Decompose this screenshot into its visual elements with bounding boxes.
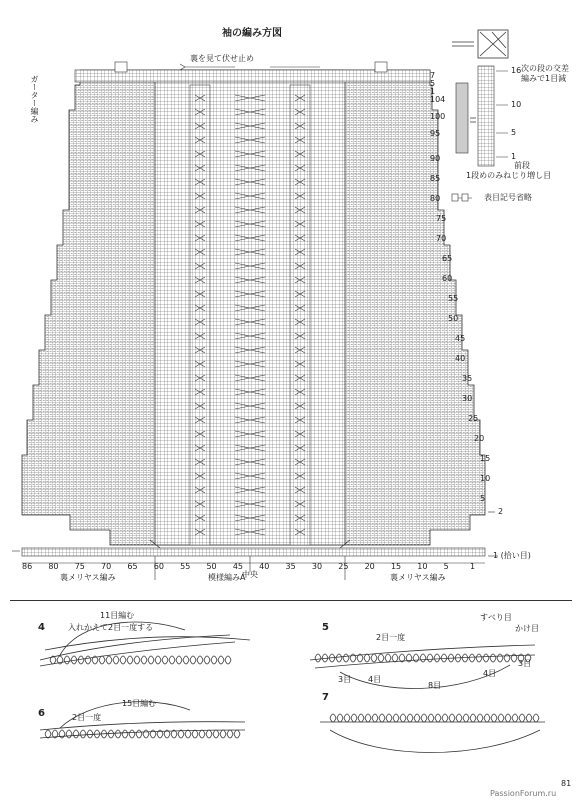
- stitch-loop: [64, 656, 70, 664]
- row-number: 1: [430, 87, 436, 96]
- left-marker: 2: [498, 507, 504, 516]
- step-5-label-3: 2目一度: [376, 633, 406, 642]
- row-number: 100: [430, 112, 446, 121]
- stitch-loop: [73, 730, 79, 738]
- stitch-loop: [449, 714, 455, 722]
- stitch-loop: [483, 654, 489, 662]
- stitch-loop: [211, 656, 217, 664]
- legend-m1-note: 1段めのみねじり増し目: [466, 171, 552, 180]
- stitch-loop: [85, 656, 91, 664]
- stitch-loop: [511, 654, 517, 662]
- legend-row-5: 5: [511, 128, 517, 137]
- stitch-number: 25: [338, 562, 349, 571]
- step-4-label-1: 11目編む: [100, 611, 135, 620]
- stitch-number: 1: [470, 562, 476, 571]
- stitch-loop: [477, 714, 483, 722]
- row-number: 50: [448, 314, 459, 323]
- stitch-number: 75: [74, 562, 85, 571]
- stitch-loop: [78, 656, 84, 664]
- stitch-loop: [519, 714, 525, 722]
- stitch-loop: [155, 656, 161, 664]
- divider: [10, 600, 572, 601]
- stitch-loop: [456, 714, 462, 722]
- stitch-loop: [178, 730, 184, 738]
- step-illustrations: [0, 610, 581, 790]
- watermark: PassionForum.ru: [490, 789, 557, 798]
- step-4-label-2: 入れかえて2目一度する: [68, 623, 154, 632]
- stitch-loop: [122, 730, 128, 738]
- top-notch-right: [375, 62, 387, 72]
- stitch-loop: [420, 654, 426, 662]
- stitch-loop: [59, 730, 65, 738]
- stitch-loop: [169, 656, 175, 664]
- stitch-loop: [45, 730, 51, 738]
- bind-off-label: 裏を見て伏せ止め: [190, 54, 254, 63]
- stitch-loop: [183, 656, 189, 664]
- stitch-loop: [143, 730, 149, 738]
- stitch-loop: [336, 654, 342, 662]
- top-notch-left: [115, 62, 127, 72]
- stitch-number: 20: [364, 562, 375, 571]
- legend-row-16: 16: [511, 66, 522, 75]
- stitch-loop: [213, 730, 219, 738]
- stitch-loop: [206, 730, 212, 738]
- stitch-loop: [106, 656, 112, 664]
- stitch-loop: [343, 654, 349, 662]
- stitch-loop: [148, 656, 154, 664]
- stitch-loop: [512, 714, 518, 722]
- step-5-label-7: 4目: [483, 669, 497, 678]
- stitch-loop: [162, 656, 168, 664]
- stitch-number: 35: [285, 562, 296, 571]
- pattern-a-panel: [155, 70, 345, 545]
- stitch-loop: [490, 654, 496, 662]
- center-label: 中央: [242, 570, 258, 579]
- section-left-label: 裏メリヤス編み: [60, 573, 116, 582]
- stitch-loop: [113, 656, 119, 664]
- row-number: 10: [480, 474, 491, 483]
- step-7-illustration: [320, 714, 545, 753]
- stitch-number: 55: [180, 562, 191, 571]
- stitch-loop: [192, 730, 198, 738]
- stitch-number: 40: [259, 562, 270, 571]
- row-number: 35: [462, 374, 473, 383]
- step-4-number: 4: [38, 622, 45, 633]
- stitch-loop: [225, 656, 231, 664]
- stitch-number: 45: [232, 562, 243, 571]
- stitch-loop: [127, 656, 133, 664]
- stitch-loop: [134, 656, 140, 664]
- stitch-loop: [199, 730, 205, 738]
- stitch-loop: [330, 714, 336, 722]
- stitch-number: 60: [153, 562, 164, 571]
- row-number: 20: [474, 434, 485, 443]
- stitch-number: 50: [206, 562, 217, 571]
- stitch-loop: [371, 654, 377, 662]
- legend-prev-row: 前段: [514, 161, 530, 170]
- stitch-loop: [484, 714, 490, 722]
- stitch-number: 10: [417, 562, 428, 571]
- stitch-loop: [498, 714, 504, 722]
- stitch-loop: [533, 714, 539, 722]
- step-5-label-2: かけ目: [515, 624, 539, 633]
- stitch-loop: [414, 714, 420, 722]
- section-right-label: 裏メリヤス編み: [390, 573, 446, 582]
- row-number: 30: [462, 394, 473, 403]
- step-5-label-5: 4目: [368, 675, 382, 684]
- stitch-number: 65: [127, 562, 138, 571]
- row-number: 75: [436, 214, 447, 223]
- step-7-number: 7: [322, 692, 329, 703]
- row-number: 80: [430, 194, 441, 203]
- row-number: 70: [436, 234, 447, 243]
- legend-row-10: 10: [511, 100, 522, 109]
- stitch-loop: [463, 714, 469, 722]
- stitch-loop: [476, 654, 482, 662]
- row-number: 65: [442, 254, 453, 263]
- stitch-loop: [141, 656, 147, 664]
- row-number: 85: [430, 174, 441, 183]
- stitch-loop: [176, 656, 182, 664]
- stitch-loop: [364, 654, 370, 662]
- stitch-loop: [120, 656, 126, 664]
- stitch-loop: [372, 714, 378, 722]
- stitch-loop: [469, 654, 475, 662]
- stitch-loop: [136, 730, 142, 738]
- step-6-label-2: 2目一度: [72, 713, 102, 722]
- garter-label: ガーター編み: [30, 75, 39, 123]
- stitch-loop: [115, 730, 121, 738]
- stitch-loop: [491, 714, 497, 722]
- stitch-loop: [497, 654, 503, 662]
- stitch-number: 5: [443, 562, 449, 571]
- stitch-loop: [66, 730, 72, 738]
- stitch-loop: [315, 654, 321, 662]
- section-middle-label: 模様編みA: [208, 573, 246, 582]
- stitch-loop: [427, 654, 433, 662]
- step-6-number: 6: [38, 708, 45, 719]
- row-number: 104: [430, 95, 446, 104]
- row-number: 95: [430, 129, 441, 138]
- row-number: 5: [480, 494, 486, 503]
- stitch-loop: [413, 654, 419, 662]
- stitch-loop: [358, 714, 364, 722]
- row-number: 90: [430, 154, 441, 163]
- row-number: 5: [430, 79, 436, 88]
- cast-on-label: 1 (拾い目): [493, 551, 531, 560]
- cast-on-band: [22, 548, 485, 556]
- step-5-label-6: 8目: [428, 681, 442, 690]
- legend-cross-rule: 次の段の交差 編みで1目減: [521, 64, 569, 83]
- stitch-loop: [185, 730, 191, 738]
- stitch-loop: [190, 656, 196, 664]
- stitch-loop: [505, 714, 511, 722]
- row-number: 15: [480, 454, 491, 463]
- stitch-loop: [99, 656, 105, 664]
- stitch-number: 86: [22, 562, 33, 571]
- stitch-number: 70: [101, 562, 112, 571]
- row-number: 45: [455, 334, 466, 343]
- stitch-number: 80: [48, 562, 59, 571]
- stitch-loop: [393, 714, 399, 722]
- stitch-loop: [385, 654, 391, 662]
- stitch-loop: [220, 730, 226, 738]
- stitch-loop: [344, 714, 350, 722]
- step-5-label-1: すべり目: [480, 613, 512, 622]
- stitch-number: 30: [311, 562, 323, 571]
- stitch-number: 15: [390, 562, 402, 571]
- legend-row-1: 1: [511, 152, 517, 161]
- page-number: 81: [561, 779, 572, 788]
- symbol-legend-diagram: [450, 28, 580, 208]
- stitch-loop: [421, 714, 427, 722]
- stitch-loop: [428, 714, 434, 722]
- row-number: 25: [468, 414, 479, 423]
- stitch-loop: [392, 654, 398, 662]
- row-number: 55: [448, 294, 459, 303]
- step-5-label-8: 3目: [518, 659, 532, 668]
- stitch-loop: [350, 654, 356, 662]
- stitch-loop: [234, 730, 240, 738]
- stitch-loop: [470, 714, 476, 722]
- stitch-loop: [351, 714, 357, 722]
- stitch-loop: [227, 730, 233, 738]
- stitch-loop: [442, 714, 448, 722]
- stitch-loop: [379, 714, 385, 722]
- row-number: 40: [455, 354, 466, 363]
- step-5-label-4: 3目: [338, 675, 352, 684]
- stitch-loop: [400, 714, 406, 722]
- stitch-loop: [504, 654, 510, 662]
- stitch-loop: [526, 714, 532, 722]
- stitch-loop: [407, 714, 413, 722]
- stitch-loop: [204, 656, 210, 664]
- stitch-loop: [365, 714, 371, 722]
- stitch-loop: [378, 654, 384, 662]
- row-number: 60: [442, 274, 453, 283]
- stitch-loop: [218, 656, 224, 664]
- stitch-loop: [386, 714, 392, 722]
- stitch-loop: [435, 714, 441, 722]
- stitch-loop: [337, 714, 343, 722]
- step-5-number: 5: [322, 622, 329, 633]
- legend-omit-note: 表目記号省略: [484, 193, 532, 202]
- stitch-loop: [80, 730, 86, 738]
- stitch-loop: [129, 730, 135, 738]
- row-number: 7: [430, 71, 436, 80]
- page-title: 袖の編み方図: [222, 28, 282, 39]
- step-6-label-1: 15目編む: [122, 699, 157, 708]
- stitch-loop: [108, 730, 114, 738]
- stitch-loop: [434, 654, 440, 662]
- stitch-loop: [441, 654, 447, 662]
- stitch-loop: [197, 656, 203, 664]
